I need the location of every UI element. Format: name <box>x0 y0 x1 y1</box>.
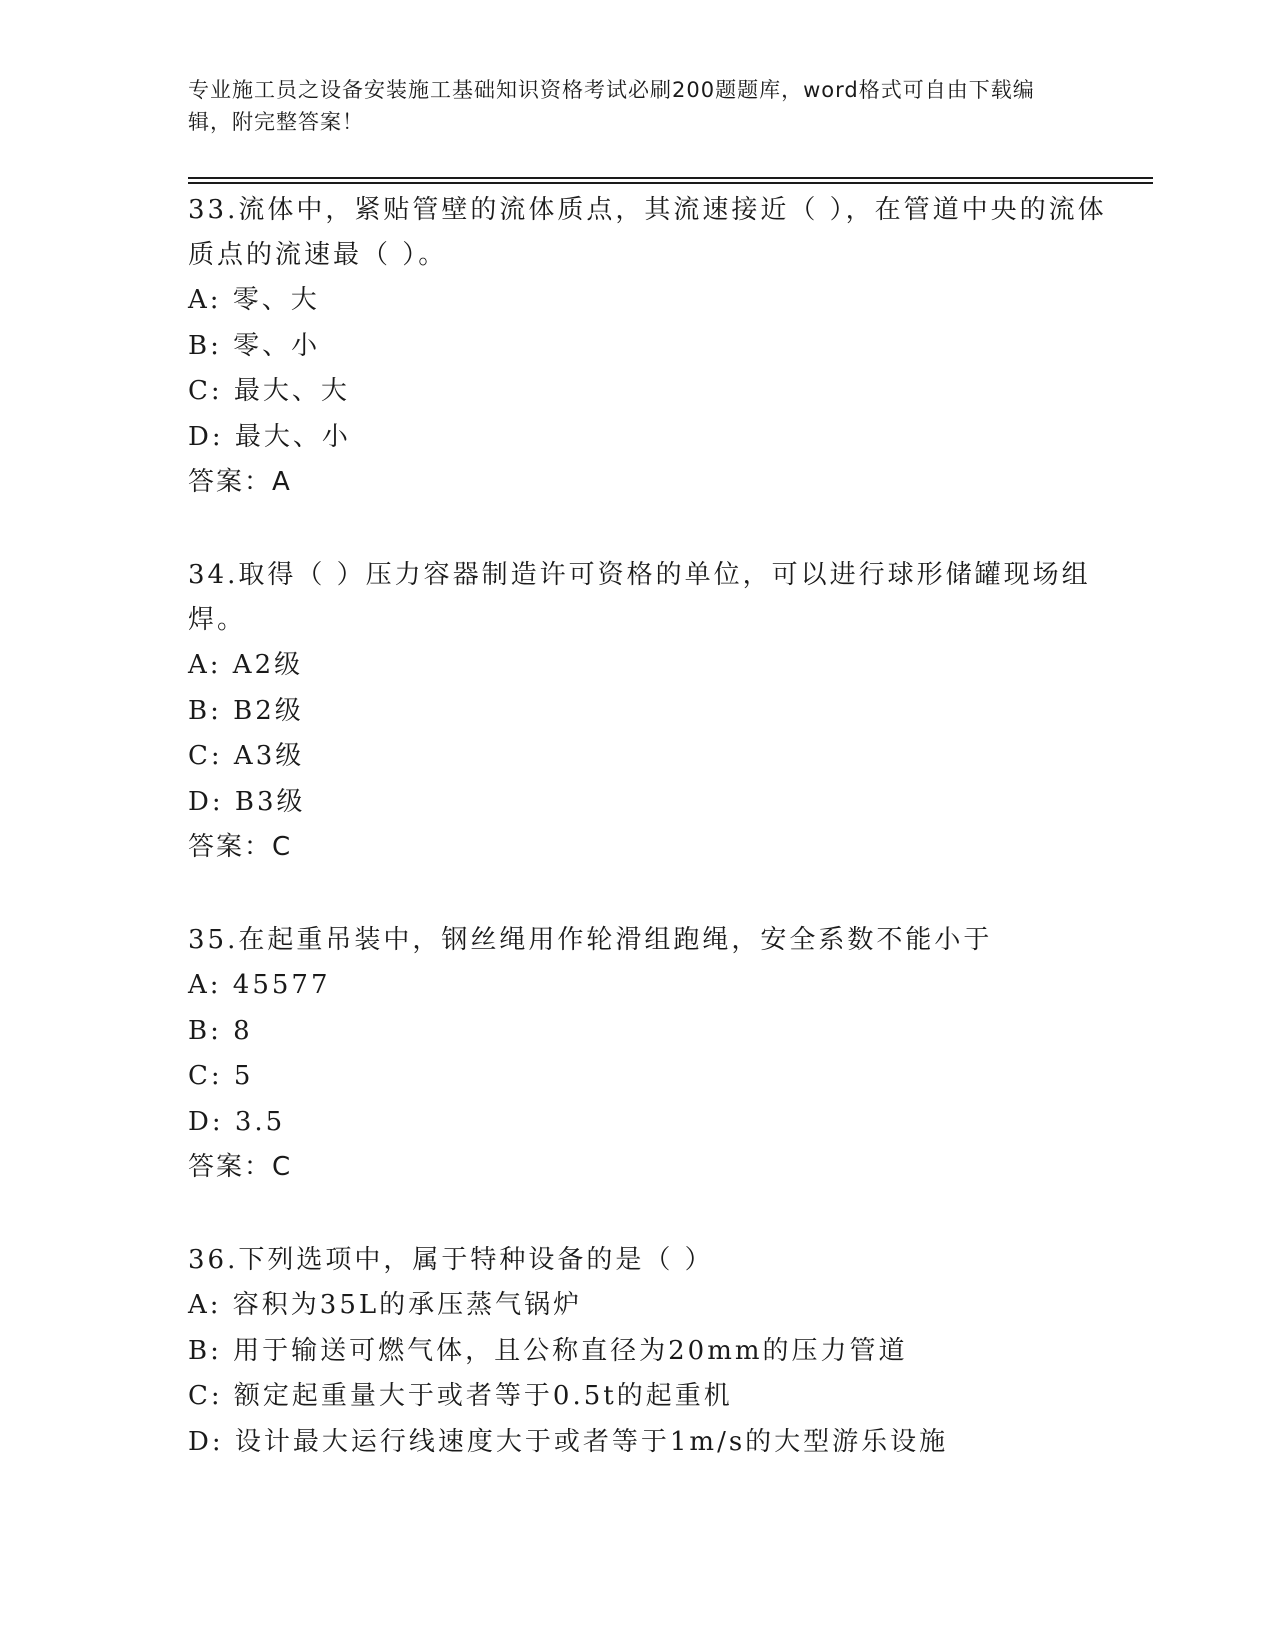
option-d: D: 3.5 <box>188 1106 286 1137</box>
header-divider-bottom <box>188 182 1153 184</box>
question-stem: 35.在起重吊装中，钢丝绳用作轮滑组跑绳，安全系数不能小于 <box>188 925 993 955</box>
answer-line: 答案：A <box>188 467 292 497</box>
question-stem: 33.流体中，紧贴管壁的流体质点，其流速接近（ ），在管道中央的流体质点的流速最（ ）。 <box>188 195 1107 270</box>
question-34 <box>188 553 1128 870</box>
question-stem: 36.下列选项中，属于特种设备的是（ ） <box>188 1245 714 1275</box>
question-36 <box>188 1238 1128 1465</box>
option-b: B: 零、小 <box>188 330 321 361</box>
option-a: A: 零、大 <box>188 285 320 315</box>
question-33 <box>188 188 1128 505</box>
option-d: D: 最大、小 <box>188 421 351 452</box>
question-35 <box>188 918 1128 1190</box>
option-b: B: 用于输送可燃气体，且公称直径为20mm的压力管道 <box>188 1335 908 1366</box>
option-c: C: 5 <box>188 1061 254 1091</box>
answer-line: 答案：C <box>188 1152 293 1182</box>
document-header: 专业施工员之设备安装施工基础知识资格考试必刷200题题库，word格式可自由下载编辑，附完整答案！ <box>188 78 1035 134</box>
option-c: C: A3级 <box>188 741 305 771</box>
option-c: C: 最大、大 <box>188 376 350 406</box>
option-d: D: 设计最大运行线速度大于或者等于1m/s的大型游乐设施 <box>188 1426 949 1457</box>
question-list <box>188 188 1128 1513</box>
option-b: B: 8 <box>188 1015 253 1046</box>
option-c: C: 额定起重量大于或者等于0.5t的起重机 <box>188 1381 733 1411</box>
option-a: A: 容积为35L的承压蒸气锅炉 <box>188 1290 583 1320</box>
option-b: B: B2级 <box>188 695 304 726</box>
option-a: A: 45577 <box>188 970 331 1000</box>
answer-line: 答案：C <box>188 832 293 862</box>
question-stem: 34.取得（ ）压力容器制造许可资格的单位，可以进行球形储罐现场组焊。 <box>188 560 1091 635</box>
header-divider-top <box>188 177 1153 179</box>
option-d: D: B3级 <box>188 786 306 817</box>
option-a: A: A2级 <box>188 650 304 680</box>
